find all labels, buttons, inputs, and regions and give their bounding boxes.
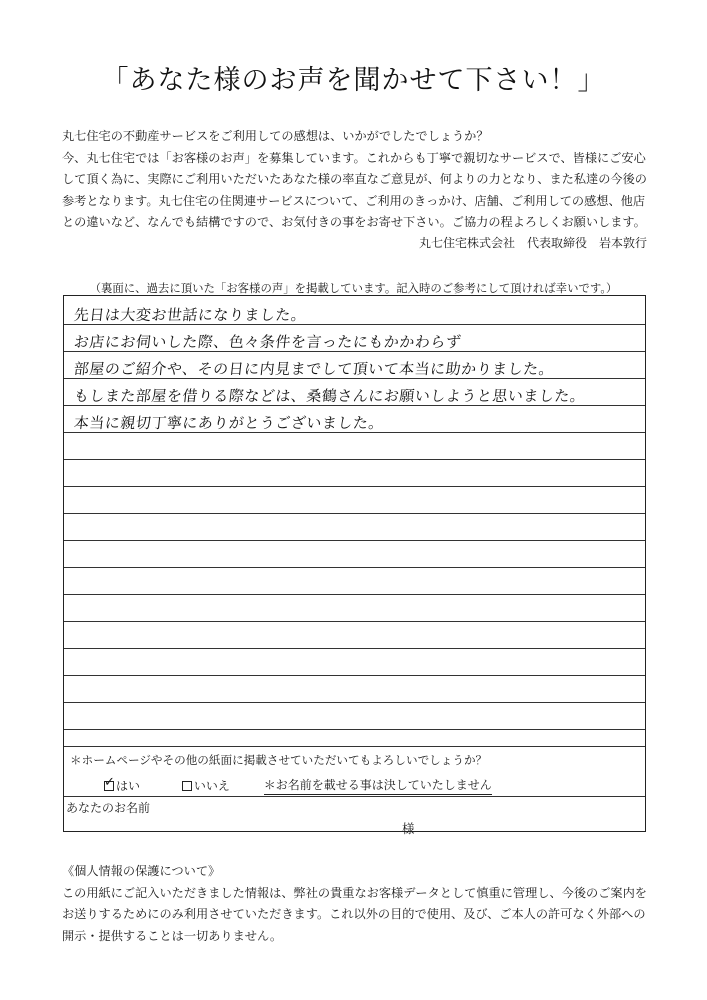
- page-title: 「あなた様のお声を聞かせて下さい！」: [101, 65, 606, 96]
- privacy-line: この用紙にご記入いただきました情報は、弊社の貴重なお客様データとして慎重に管理し、今後のご案内を: [62, 885, 647, 900]
- privacy-line: 開示・提供することは一切ありません。: [62, 928, 283, 943]
- consent-no-option[interactable]: [182, 777, 230, 794]
- name-suffix: 様: [402, 821, 415, 836]
- intro-line: して頂く為に、実際にご利用いただいたあなた様の率直なご意見が、何よりの力となり、また私達の今後の: [62, 172, 647, 187]
- ruled-line: [64, 648, 645, 649]
- consent-no-label: いいえ: [193, 779, 230, 793]
- ruled-line: [64, 459, 645, 460]
- comment-line: もしまた部屋を借りる際などは、桑鶴さんにお願いしようと思いました。: [73, 387, 587, 405]
- ruled-line: [64, 567, 645, 568]
- intro-line: 今、丸七住宅では「お客様のお声」を募集しています。これからも丁寧で親切なサービスで、皆様にご安心: [62, 150, 646, 165]
- checkbox-no[interactable]: [182, 781, 192, 791]
- intro-text: [62, 126, 652, 234]
- privacy-line: お送りするためにのみ利用させていただきます。これ以外の目的で使用、及び、ご本人の許可なく外部への: [62, 907, 646, 922]
- comment-area[interactable]: [64, 296, 645, 746]
- consent-question: ＊ホームページやその他の紙面に掲載させていただいてもよろしいでしょうか？: [70, 753, 488, 767]
- reference-note: （裏面に、過去に頂いた「お客様の声」を掲載しています。記入時のご参考にして頂ければ幸いです。）: [89, 281, 618, 295]
- comment-line: お店にお伺いした際、色々条件を言ったにもかかわらず: [73, 333, 463, 351]
- divider: [64, 796, 645, 797]
- consent-yes-label: はい: [116, 779, 141, 793]
- ruled-line: [64, 675, 645, 676]
- privacy-heading: 《個人情報の保護について》: [62, 864, 221, 878]
- intro-line: 丸七住宅の不動産サービスをご利用しての感想は、いかがでしたでしょうか？: [62, 129, 489, 143]
- ruled-line: [64, 513, 645, 514]
- privacy-policy: [62, 861, 662, 947]
- consent-yes-option[interactable]: [104, 774, 141, 794]
- company-signature: 丸七住宅株式会社 代表取締役 岩本敦行: [418, 236, 647, 250]
- ruled-line: [64, 621, 645, 622]
- name-label: あなたのお名前: [66, 801, 151, 815]
- ruled-line: [64, 594, 645, 595]
- ruled-line: [64, 702, 645, 703]
- comment-line: 部屋のご紹介や、その日に内見までして頂いて本当に助かりました。: [73, 360, 556, 378]
- intro-line: 参考となります。丸七住宅の住関連サービスについて、ご利用のきっかけ、店舗、ご利用しての感想、他店: [62, 193, 646, 208]
- checkmark-icon: ✓: [104, 774, 115, 790]
- ruled-line: [64, 486, 645, 487]
- comment-line: 先日は大変お世話になりました。: [73, 306, 308, 324]
- ruled-line: [64, 540, 645, 541]
- comment-line: 本当に親切丁寧にありがとうございました。: [73, 414, 385, 432]
- name-privacy-note: ＊お名前を載せる事は決していたしません: [264, 776, 492, 795]
- ruled-line: [64, 729, 645, 730]
- intro-line: との違いなど、なんでも結構ですので、お気付きの事をお寄せ下さい。ご協力の程よろしくお願いします。: [62, 215, 646, 230]
- ruled-line: [64, 746, 645, 747]
- consent-options: [104, 776, 492, 795]
- checkbox-yes[interactable]: [104, 774, 115, 791]
- feedback-form: [63, 295, 646, 836]
